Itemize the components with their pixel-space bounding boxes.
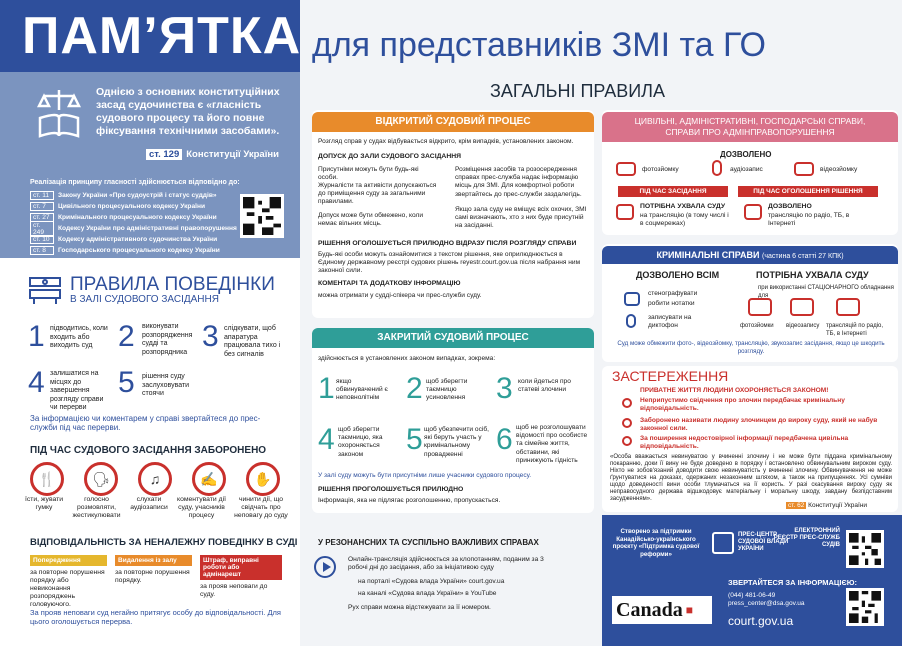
access-text: Присутніми можуть бути будь-які особи.	[318, 166, 419, 182]
responsibility-text: за прояв неповаги до суду.	[200, 583, 268, 598]
civil-cases-title: ЦИВІЛЬНІ, АДМІНІСТРАТИВНІ, ГОСПОДАРСЬКІ СПРАВИ, СПРАВИ ПРО АДМІНПРАВОПОРУШЕННЯ	[602, 112, 898, 142]
warning-item: Заборонено називати людину злочинцем до вироку суду, який не набув законної сили.	[640, 417, 878, 433]
rule-number: 3	[202, 320, 219, 353]
law-article: ст. 11	[30, 191, 54, 200]
quote-citation	[786, 502, 867, 510]
responsibility-tag: Штраф, виправні роботи або адмінарешт	[200, 555, 282, 580]
hand-icon: ✋	[246, 462, 280, 496]
dictaphone-icon	[626, 314, 636, 328]
canada-wordmark: Canada	[616, 598, 683, 621]
photo-camera-icon	[748, 298, 772, 316]
broadcast-icon	[616, 204, 634, 220]
civil-need-text: на трансляцію (в тому числі і в соцмережах)	[640, 212, 729, 228]
closed-number: 3	[496, 372, 513, 405]
closed-number: 6	[496, 423, 513, 456]
law-article: ст. 10	[30, 235, 54, 244]
warning-item: Неприпустимо свідчення про злочин передбачає кримінальну відповідальність.	[640, 397, 845, 413]
support-text: Створено за підтримки Канадійсько-українського проєкту «Підтримка судової реформи»	[612, 528, 700, 558]
law-text: Закону України «Про судоустрій і статус суддів»	[58, 192, 217, 199]
responsibility-item	[30, 555, 107, 609]
warning-private: ПРИВАТНЕ ЖИТТЯ ЛЮДИНИ ОХОРОНЯЄТЬСЯ ЗАКОНОМ!	[640, 387, 829, 394]
broadcast-tower-icon	[836, 298, 860, 316]
general-rules-heading: ЗАГАЛЬНІ ПРАВИЛА	[490, 81, 665, 101]
rule-number: 1	[28, 320, 45, 353]
quote-cite-article: ст. 62	[788, 502, 805, 509]
criminal-need-item: фотозйомки	[740, 323, 774, 329]
closed-number: 2	[406, 372, 423, 405]
civil-allowed: ДОЗВОЛЕНО	[720, 150, 772, 159]
law-item	[30, 245, 240, 256]
site-link[interactable]: court.gov.ua	[728, 614, 794, 628]
talk-icon: 🗣	[84, 462, 118, 496]
microphone-icon	[712, 160, 722, 176]
criminal-allowed-all: ДОЗВОЛЕНО ВСІМ	[636, 270, 720, 280]
rules-title: ПРАВИЛА ПОВЕДІНКИ	[70, 274, 275, 295]
law-item	[30, 234, 240, 245]
civil-ok-heading: ДОЗВОЛЕНО	[768, 203, 812, 210]
rule-number: 5	[118, 366, 135, 399]
law-article: ст. 8	[30, 246, 54, 255]
cite-article: ст. 129	[146, 149, 182, 160]
page-title: ПАМ’ЯТКА	[0, 0, 300, 72]
closed-text: щоб не розголошувати відомості про особисте та сімейне життя, обставини, які принижують гідність	[516, 424, 588, 464]
resonant-link-youtube[interactable]: на каналі «Судова влада України» в YouTube	[358, 590, 497, 597]
civil-allowed-item: аудіозапис	[730, 166, 763, 173]
law-item	[30, 223, 240, 234]
video-recorder-icon	[790, 298, 814, 316]
resonant-link-portal[interactable]: на порталі «Судова влада України» court.gov.ua	[358, 578, 505, 585]
law-text: Кримінального процесуального кодексу України	[58, 214, 217, 221]
press-service-note: За інформацією чи коментарем у справі звертайтеся до прес-служби під час перерви.	[30, 414, 261, 432]
rule-text: слідкувати, щоб апаратура працювала тихо і без сигналів	[224, 325, 281, 358]
banned-label: голосно розмовляти, жестикулювати	[72, 496, 121, 519]
law-text: Цивільного процесуального кодексу України	[58, 203, 206, 210]
maple-leaf-icon: ■	[685, 603, 693, 617]
access-text: Допуск може бути обмежено, коли немає вільних місць.	[318, 212, 424, 228]
placement-text: Розміщення засобів та розосередження справах прес-служба надає інформацію місць для ЗМІ. Для комфортної роботи звертайтесь до прес-служби заздалегідь.	[455, 166, 582, 198]
intro-text: Однією з основних конституційних засад судочинства є «гласність судового процесу та його повне фіксування технічними засобами».	[96, 86, 280, 137]
banned-label: коментувати дії суду, учасників процесу	[177, 496, 226, 519]
comment-text: можна отримати у судді-спікера чи прес-служби суду.	[318, 292, 482, 299]
qr-code-icon[interactable]	[846, 530, 884, 568]
rule-number: 2	[118, 320, 135, 353]
criminal-need-sub: при використанні СТАЦІОНАРНОГО обладнання для	[758, 285, 894, 300]
laws-list	[30, 190, 240, 256]
banned-label: їсти, жувати гумку	[24, 496, 64, 511]
criminal-title-text: КРИМІНАЛЬНІ СПРАВИ	[656, 250, 760, 260]
banned-title: ПІД ЧАС СУДОВОГО ЗАСІДАННЯ ЗАБОРОНЕНО	[30, 445, 267, 456]
comment-heading: КОМЕНТАРІ ТА ДОДАТКОВУ ІНФОРМАЦІЮ	[318, 280, 461, 287]
access-text: Журналісти та активісти допускаються до приміщення суду за загальними правилами.	[318, 182, 437, 206]
law-item	[30, 190, 240, 201]
law-item	[30, 201, 240, 212]
responsibility-item	[115, 555, 192, 585]
press-center-name: ПРЕС-ЦЕНТР СУДОВОЇ ВЛАДИ УКРАЇНИ	[738, 532, 789, 552]
warning-title: ЗАСТЕРЕЖЕННЯ	[612, 368, 729, 384]
resonant-text: Онлайн-трансляція здійснюється за клопотанням, поданим за 3 робочі дні до засідання, або за ініціативою суду	[348, 556, 544, 572]
qr-code-icon[interactable]	[846, 588, 884, 626]
law-item	[30, 212, 240, 223]
press-center-emblem-icon	[712, 532, 734, 554]
exclamation-icon	[622, 418, 632, 428]
laws-heading: Реалізація принципу гласності здійснюється відповідно до:	[30, 179, 240, 186]
responsibility-item	[200, 555, 282, 599]
responsibility-tag: Видалення із залу	[115, 555, 192, 566]
criminal-note: Суд може обмежити фото-, відеозйомку, трансляцію, звукозапис засідання, якщо це шкодить розгляду.	[617, 340, 885, 355]
exclamation-icon	[622, 398, 632, 408]
during-verdict-tag: ПІД ЧАС ОГОЛОШЕННЯ РІШЕННЯ	[738, 186, 878, 197]
exclamation-icon	[622, 436, 632, 446]
closed-number: 4	[318, 423, 335, 456]
cite-law: Конституції України	[186, 149, 279, 160]
open-intro: Розгляд справ у судах відбувається відкрито, крім випадків, установлених законом.	[318, 138, 574, 145]
canada-logo	[612, 596, 712, 624]
warning-item: За поширення недостовірної інформації передбачена цивільна відповідальність.	[640, 435, 849, 451]
law-article: ст. 249	[30, 221, 54, 237]
closed-text: коли йдеться про статеві злочини	[518, 378, 571, 394]
responsibility-text: за повторне порушення порядку.	[115, 569, 190, 584]
criminal-article: (частина 6 статті 27 КПК)	[761, 253, 844, 260]
closed-number: 1	[318, 372, 335, 405]
criminal-cases-title	[602, 246, 898, 264]
contact-phone[interactable]: (044) 481-06-49	[728, 592, 776, 599]
criminal-allowed-item: робити нотатки	[648, 300, 695, 307]
criminal-need-item: відеозапису	[786, 323, 820, 329]
registry-label[interactable]: ЕЛЕКТРОННИЙ РЕЄСТР ПРЕС-СЛУЖБ СУДІВ	[773, 528, 840, 548]
headphones-icon: ♫	[138, 462, 172, 496]
civil-need-heading: ПОТРІБНА УХВАЛА СУДУ	[640, 203, 726, 210]
civil-ok-text: трансляцію по радіо, ТБ, в Інтернеті	[768, 212, 850, 228]
constitution-citation	[146, 149, 279, 160]
closed-note: У залі суду можуть бути присутніми лише учасники судового процесу.	[318, 472, 532, 479]
banned-label: чинити дії, що свідчать про неповагу до суду	[234, 496, 288, 519]
closed-intro: здійснюється в установлених законом випадках, зокрема:	[318, 355, 496, 362]
banned-labels-row	[22, 496, 290, 520]
courtroom-icon	[28, 276, 62, 306]
rule-number: 4	[28, 366, 45, 399]
video-camera-icon	[794, 162, 814, 176]
placement-text: Якщо зала суду не вміщує всіх охочих, ЗМІ самі визначають, хто з них буде присутній на засіданні.	[455, 206, 587, 230]
responsibility-tag: Попередження	[30, 555, 107, 566]
rule-text: виконувати розпорядження судді та розпорядника	[142, 323, 193, 356]
closed-text: щоб зберегти таємницю усиновлення	[426, 378, 468, 402]
criminal-allowed-item: стенографувати	[648, 290, 698, 297]
closed-text: щоб зберегти таємницю, яка охороняється законом	[338, 426, 383, 458]
scales-of-justice-icon	[36, 88, 82, 140]
radio-icon	[744, 204, 762, 220]
closed-text: щоб убезпечити осіб, які беруть участь у кримінальному провадженні	[424, 426, 489, 458]
camera-icon	[616, 162, 636, 176]
criminal-need: ПОТРІБНА УХВАЛА СУДУ	[756, 270, 869, 280]
criminal-allowed-item: записувати на диктофон	[648, 314, 692, 330]
comment-icon: ✍	[192, 462, 226, 496]
resonant-title: У РЕЗОНАНСНИХ ТА СУСПІЛЬНО ВАЖЛИВИХ СПРАВАХ	[318, 538, 539, 547]
during-hearing-tag: ПІД ЧАС ЗАСІДАННЯ	[618, 186, 728, 197]
law-text: Господарського процесуального кодексу України	[58, 247, 220, 254]
closed-process-title: ЗАКРИТИЙ СУДОВИЙ ПРОЦЕС	[312, 328, 594, 348]
civil-allowed-item: відеозйомку	[820, 166, 858, 173]
open-process-title: ВІДКРИТИЙ СУДОВИЙ ПРОЦЕС	[312, 112, 594, 132]
play-icon[interactable]	[314, 556, 336, 578]
resonant-footnote: Рух справи можна відстежувати за її номером.	[348, 604, 491, 611]
banned-icons-row	[30, 462, 280, 496]
closed-decision-text: Інформація, яка не підлягає розголошенню, пропускається.	[318, 497, 501, 504]
law-article: ст. 7	[30, 202, 54, 211]
qr-code-icon[interactable]	[240, 194, 284, 238]
presumption-quote: «Особа вважається невинуватою у вчиненні злочину і не може бути піддана кримінальному покаранню, доки її вину не буде доведено в порядку і встановлено обвинувальним вироком суду. Ніхто не зобов'язаний доводити свою невинуватість у вчиненні злочину. Обвинувачення не може ґрунтуватися на доказах, одержаних незаконним шляхом, а також на припущеннях. Усі сумніви щодо доведеності вини особи тлумачаться на її користь. У разі скасування вироку суду як неправосудного держава відшкодовує матеріальну і моральну шкоду, завдану безпідставним засудженням».	[610, 454, 892, 502]
civil-allowed-item: фотозйомку	[642, 166, 679, 173]
notepad-icon	[624, 292, 640, 306]
closed-text: якщо обвинувачений є неповнолітнім	[336, 378, 388, 402]
page-subtitle: для представників ЗМІ та ГО	[312, 26, 766, 64]
banned-label: слухати аудіозаписи	[130, 496, 168, 511]
quote-cite-law: Конституції України	[808, 502, 868, 509]
criminal-need-item: трансляцій по радіо, ТБ, в Інтернеті	[826, 323, 884, 338]
closed-number: 5	[406, 423, 423, 456]
contact-heading: ЗВЕРТАЙТЕСЯ ЗА ІНФОРМАЦІЄЮ:	[728, 578, 858, 587]
rule-text: підводитись, коли входить або виходить суд	[50, 325, 108, 349]
rule-text: залишатися на місцях до завершення розгляду справи чи перерви	[50, 370, 104, 411]
rule-text: рішення суду заслуховувати стоячи	[142, 373, 190, 397]
access-heading: ДОПУСК ДО ЗАЛИ СУДОВОГО ЗАСІДАННЯ	[318, 153, 462, 160]
rules-subtitle: В ЗАЛІ СУДОВОГО ЗАСІДАННЯ	[70, 294, 219, 305]
decision-heading: РІШЕННЯ ОГОЛОШУЄТЬСЯ ПРИЛЮДНО ВІДРАЗУ ПІСЛЯ РОЗГЛЯДУ СПРАВИ	[318, 240, 577, 247]
law-text: Кодексу України про адміністративні правопорушення	[58, 225, 237, 232]
responsibility-text: за повторне порушення порядку або невиконання розпоряджень головуючого.	[30, 569, 105, 608]
decision-text: Будь-які особи можуть ознайомитися з текстом рішення, яке оприлюднюється в Єдиному державному реєстрі судових рішень reyestr.court.gov.ua після набрання ним законної сили.	[318, 251, 581, 275]
contact-email[interactable]: press_center@dsa.gov.ua	[728, 600, 805, 607]
law-article: ст. 27	[30, 213, 54, 222]
responsibility-title: ВІДПОВІДАЛЬНІСТЬ ЗА НЕНАЛЕЖНУ ПОВЕДІНКУ В СУДІ	[30, 537, 298, 548]
law-text: Кодексу адміністративного судочинства України	[58, 236, 218, 243]
eat-icon: 🍴	[30, 462, 64, 496]
responsibility-note: За прояв неповаги суд негайно притягує особу до відповідальності. Для цього оголошується перерва.	[30, 608, 281, 626]
closed-decision-heading: РІШЕННЯ ПРОГОЛОШУЄТЬСЯ ПРИЛЮДНО	[318, 486, 464, 493]
